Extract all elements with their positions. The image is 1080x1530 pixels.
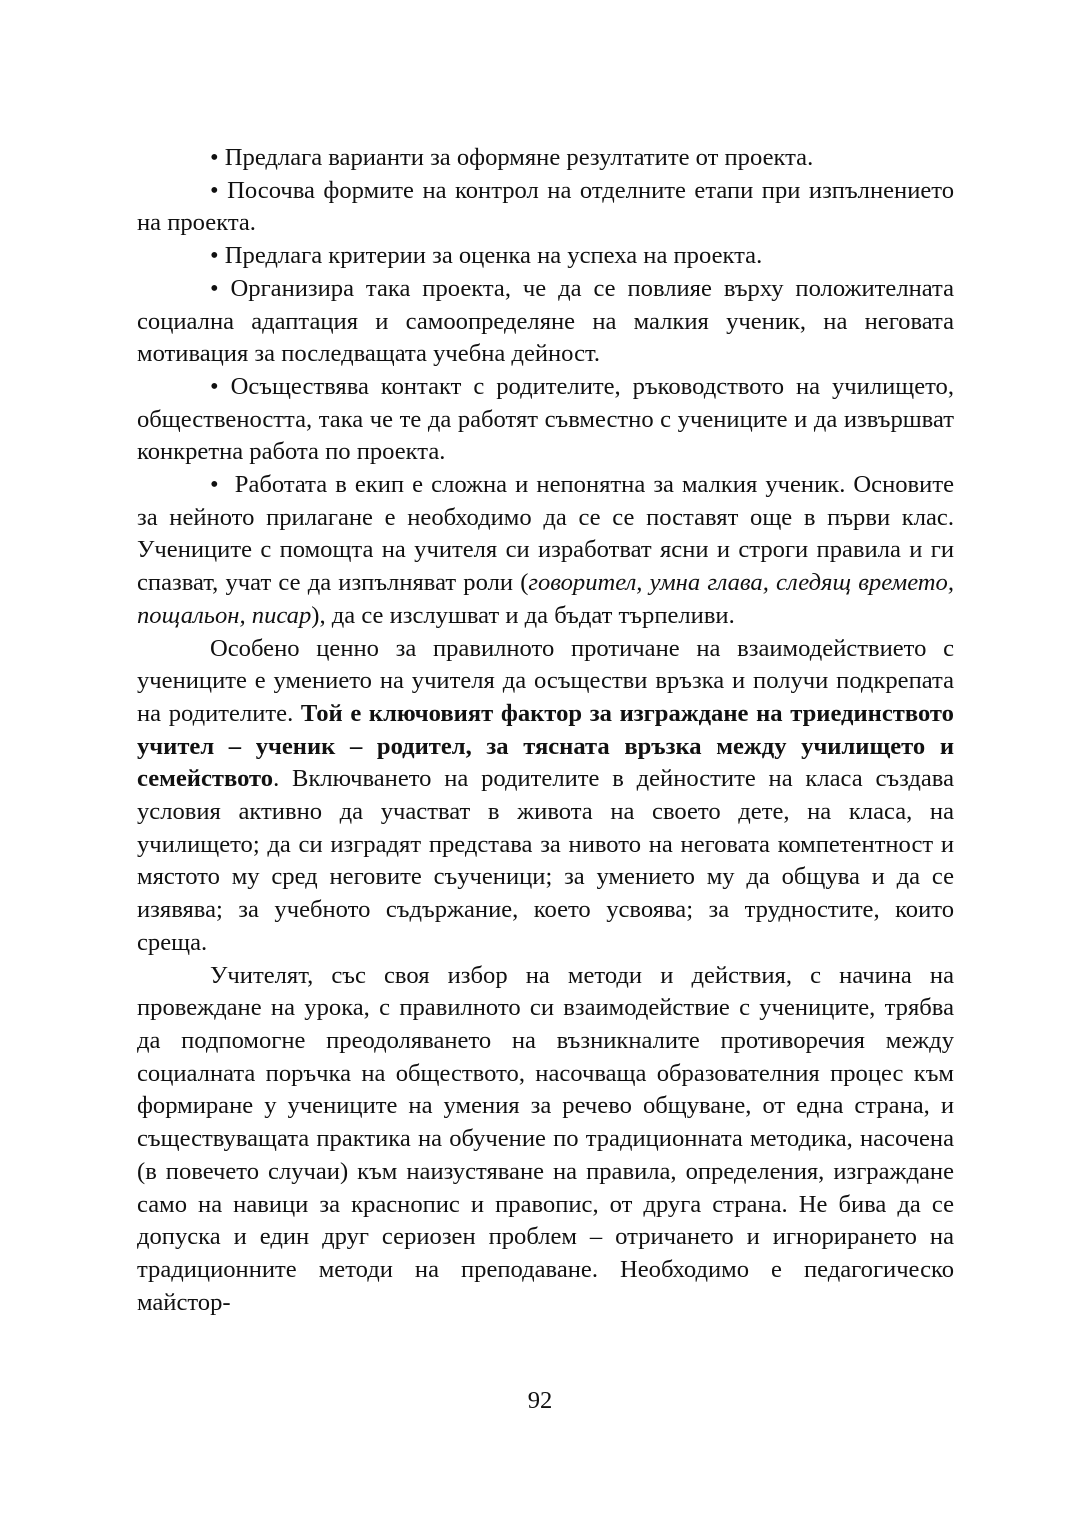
bullet-item: • Предлага варианти за оформяне резултатите от проекта.: [137, 142, 954, 175]
teamwork-text: Работата в екип е сложна и непонятна за малкия ученик. Основите за нейното прилагане е необходимо да се се поставят още в първи клас. Учениците с помощта на учителя си изработват ясни и строги правила и ги спазват, учат се да изпълняват роли (: [137, 471, 954, 597]
teacher-paragraph: Учителят, със своя избор на методи и действия, с начина на провеждане на урока, с правилното си взаимодействие с учениците, трябва да подпомогне преодоляването на възникналите противоречия между социалната поръчка на обществото, насочваща образователния процес към формиране у учениците на умения за речево общуване, от една страна, и съществуващата практика на обучение по традиционната методика, насочена (в повечето случаи) към наизустяване на правила, определения, изграждане само на навици за краснопис и правопис, от друга страна. Не бива да се допуска и един друг сериозен проблем – отричането и игнорирането на традиционните методи на преподаване. Необходимо е педагогическо майстор-: [137, 961, 954, 1316]
bullet-item: • Посочва формите на контрол на отделните етапи при изпълнението на проекта.: [137, 175, 954, 240]
parents-text: Особено ценно за правилното протичане на взаимодействието с учениците е умението на учителя да осъществи връзка и получи подкрепата на родителите.: [137, 634, 954, 727]
bullet-item-teamwork: [137, 469, 954, 633]
bullet-item: • Осъществява контакт с родителите, ръководството на училището, обществеността, така че те да работят съвместно с учениците и да извършват конкретна работа по проекта.: [137, 371, 954, 469]
parents-text-end: . Включването на родителите в дейностите на класа създава условия активно да участват в живота на своето дете, на класа, на училището; да си изградят представа за нивото на неговата компетентност и мястото му сред неговите съученици; за умението му да общува и да се изявява; за учебното съдържание, което усвоява; за трудностите, които среща.: [137, 765, 954, 956]
page-number: 92: [527, 1387, 553, 1414]
bullet-item: • Организира така проекта, че да се повлияе върху положителната социална адаптация и самоопределяне на малкия ученик, на неговата мотивация за последващата учебна дейност.: [137, 273, 954, 371]
parents-paragraph: [137, 633, 954, 960]
parents-key-statement-bold: Той е ключовият фактор за изграждане на триединството учител – ученик – родител, за тясната връзка между училището и семейството: [137, 699, 954, 793]
teamwork-roles-italic: говорител, умна глава, следящ времето, пощальон, писар: [137, 569, 954, 629]
bullet-item: • Предлага критерии за оценка на успеха на проекта.: [137, 240, 954, 273]
teamwork-text-end: ), да се изслушват и да бъдат търпеливи.: [311, 601, 735, 629]
page-body: [137, 142, 954, 1319]
